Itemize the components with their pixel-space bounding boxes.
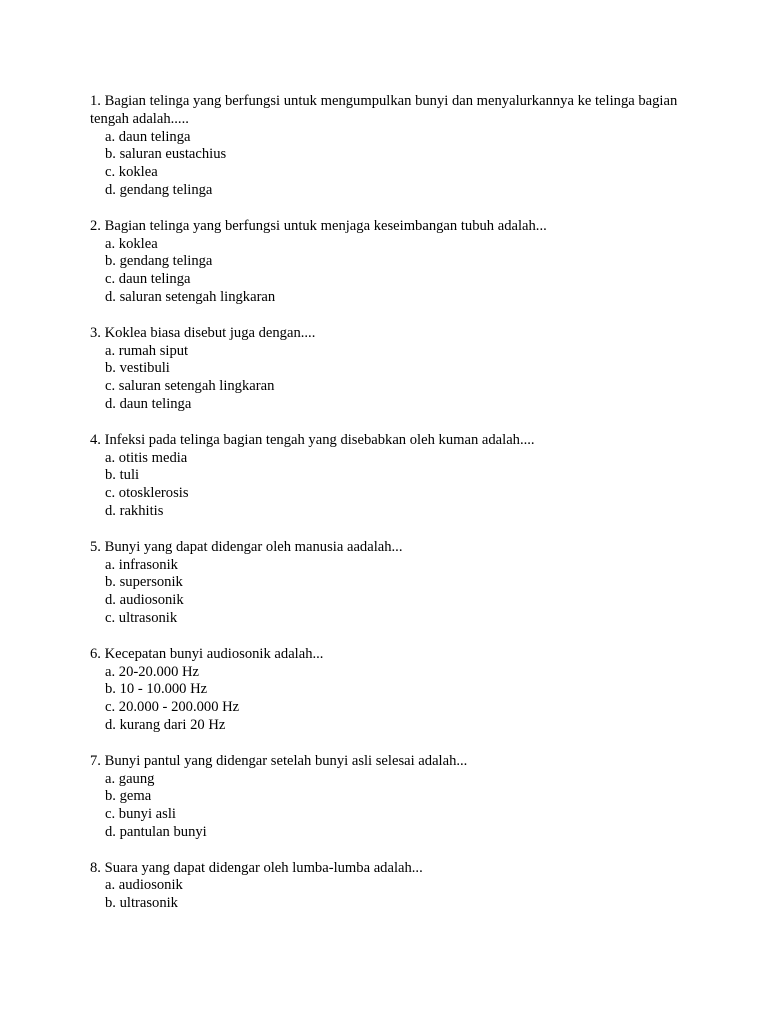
question-text (90, 646, 690, 664)
option-item: c. daun telinga (105, 271, 191, 288)
option-item: a. gaung (105, 770, 155, 787)
question-1 (90, 93, 690, 200)
question-number: 8. (90, 859, 101, 876)
question-text (90, 325, 690, 343)
question-5 (90, 539, 690, 628)
question-8 (90, 860, 690, 913)
question-text (90, 860, 690, 878)
question-number: 4. (90, 431, 101, 448)
question-body: Bagian telinga yang berfungsi untuk menjaga keseimbangan tubuh adalah... (104, 217, 547, 234)
option-item: d. kurang dari 20 Hz (105, 716, 226, 733)
option-item: d. gendang telinga (105, 181, 213, 198)
option-item: a. otitis media (105, 449, 188, 466)
question-body: Kecepatan bunyi audiosonik adalah... (104, 645, 324, 662)
option-item: a. daun telinga (105, 128, 191, 145)
option-item: a. rumah siput (105, 342, 189, 359)
option-item: b. saluran eustachius (105, 146, 227, 163)
option-item: b. ultrasonik (105, 895, 178, 912)
option-item: c. ultrasonik (105, 609, 178, 626)
option-item: d. rakhitis (105, 502, 164, 519)
option-item: c. koklea (105, 164, 158, 181)
question-4 (90, 432, 690, 521)
option-item: d. daun telinga (105, 395, 192, 412)
question-2 (90, 218, 690, 307)
option-item: c. 20.000 - 200.000 Hz (105, 699, 240, 716)
question-body: Bagian telinga yang berfungsi untuk mengumpulkan bunyi dan menyalurkannya ke telinga bagian tengah adalah..... (90, 93, 678, 127)
option-item: b. 10 - 10.000 Hz (105, 681, 208, 698)
question-7 (90, 753, 690, 842)
option-item: c. otosklerosis (105, 485, 189, 502)
question-number: 2. (90, 217, 101, 234)
option-list (90, 343, 690, 414)
question-list (90, 93, 690, 931)
question-body: Koklea biasa disebut juga dengan.... (104, 324, 316, 341)
option-item: d. pantulan bunyi (105, 823, 207, 840)
question-6 (90, 646, 690, 735)
option-item: d. saluran setengah lingkaran (105, 288, 276, 305)
option-item: a. infrasonik (105, 556, 178, 573)
question-body: Suara yang dapat didengar oleh lumba-lumba adalah... (104, 859, 423, 876)
option-item: b. gema (105, 788, 152, 805)
question-text (90, 218, 690, 236)
question-body: Infeksi pada telinga bagian tengah yang disebabkan oleh kuman adalah.... (104, 431, 535, 448)
option-item: c. bunyi asli (105, 806, 176, 823)
option-item: a. 20-20.000 Hz (105, 663, 200, 680)
option-list (90, 450, 690, 521)
question-number: 1. (90, 93, 101, 109)
option-list (90, 236, 690, 307)
option-item: a. koklea (105, 235, 158, 252)
question-text (90, 753, 690, 771)
question-number: 6. (90, 645, 101, 662)
option-item: d. audiosonik (105, 592, 184, 609)
question-number: 5. (90, 538, 101, 555)
question-body: Bunyi pantul yang didengar setelah bunyi asli selesai adalah... (104, 752, 468, 769)
option-item: b. supersonik (105, 574, 183, 591)
question-text (90, 539, 690, 557)
question-number: 3. (90, 324, 101, 341)
question-text (90, 432, 690, 450)
option-item: b. vestibuli (105, 360, 170, 377)
option-item: a. audiosonik (105, 877, 183, 894)
option-list (90, 664, 690, 735)
question-3 (90, 325, 690, 414)
option-item: b. gendang telinga (105, 253, 213, 270)
option-list (90, 557, 690, 628)
option-item: c. saluran setengah lingkaran (105, 378, 275, 395)
option-list (90, 129, 690, 200)
option-list (90, 877, 690, 913)
option-list (90, 771, 690, 842)
question-text (90, 93, 690, 129)
option-item: b. tuli (105, 467, 140, 484)
question-body: Bunyi yang dapat didengar oleh manusia aadalah... (104, 538, 403, 555)
question-number: 7. (90, 752, 101, 769)
